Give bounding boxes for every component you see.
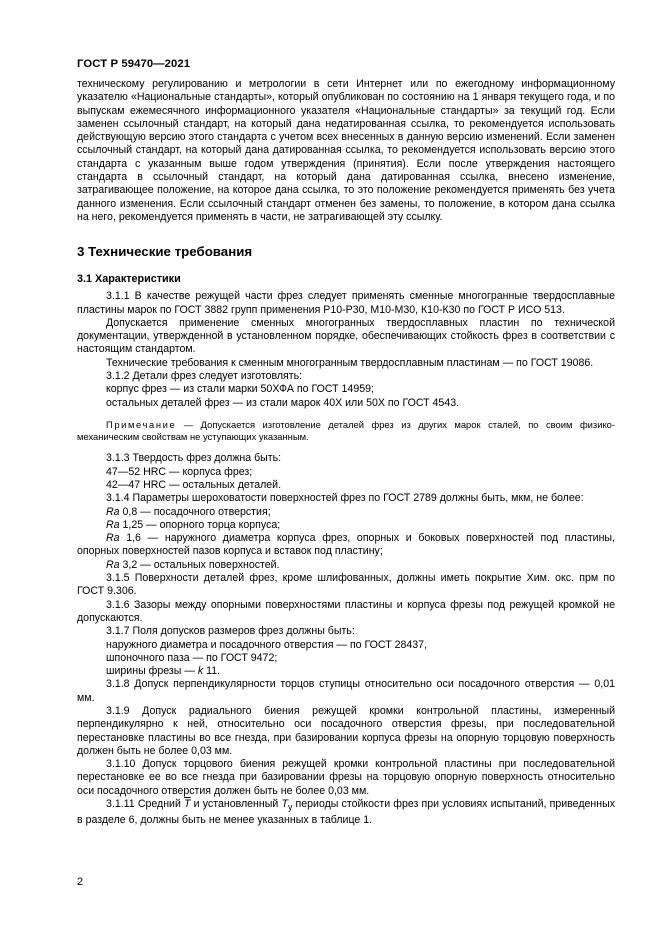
set-tool-life-subscript: у xyxy=(287,802,293,813)
page-number: 2 xyxy=(77,876,84,888)
para-3-1-2-a: корпус фрез — из стали марки 50ХФА по ГОСТ 14959; xyxy=(106,383,374,396)
para-3-1-4-a: Ra 0,8 — посадочного отверстия; xyxy=(106,505,271,518)
section-heading: 3 Технические требования xyxy=(77,244,253,260)
para-3-1-2: 3.1.2 Детали фрез следует изготовлять: xyxy=(106,370,303,383)
para-3-1-9: 3.1.9 Допуск радиального биения режущей кромки контрольной пластины, измеренный перпендикулярно к ней, относительно оси посадочного отверстия фрезы, при последовательной перестановке пластины во все гнезда, при базировании корпуса фрезы на опорную торцовую поверхность должен быть не более 0,03 мм. xyxy=(77,704,615,757)
document-code: ГОСТ Р 59470—2021 xyxy=(77,58,191,70)
para-3-1-11: 3.1.11 Средний $\overline{T}$ и установленный $T_у$ периоды стойкости фрез при условиях испытаний, приведенных в разделе 6, должны быть не менее указанных в таблице 1. xyxy=(77,798,616,827)
para-3-1-7-a: наружного диаметра и посадочного отверстия — по ГОСТ 28437, xyxy=(106,638,428,651)
para-3-1-2-b: остальных деталей фрез — из стали марок 40Х или 50Х по ГОСТ 4543. xyxy=(106,396,460,409)
page-content xyxy=(77,78,615,828)
ra-symbol: Ra xyxy=(106,518,120,531)
ra-symbol: Ra xyxy=(106,532,120,545)
para-3-1-4: 3.1.4 Параметры шероховатости поверхностей фрез по ГОСТ 2789 должны быть, мкм, не более: xyxy=(106,492,584,505)
ra-symbol: Ra xyxy=(106,558,120,571)
note-text: — Допускается изготовление деталей фрез из других марок сталей, по своим физико-механическим свойствам не уступающих указанным. xyxy=(77,418,615,443)
para-3-1-5: 3.1.5 Поверхности деталей фрез, кроме шлифованных, должны иметь покрытие Хим. окс. прм по ГОСТ 9.306. xyxy=(77,572,615,598)
ra-symbol: Ra xyxy=(106,505,120,518)
para-3-1-10: 3.1.10 Допуск торцового биения режущей кромки контрольной пластины при последовательной перестановке ее во все гнезда при базировании фрезы на торцовую опорную поверхность относительно оси посадочного отверстия должен быть не более 0,03 мм. xyxy=(77,758,615,797)
para-3-1-8: 3.1.8 Допуск перпендикулярности торцов ступицы относительно оси посадочного отверстия — 0,01 мм. xyxy=(77,678,615,704)
tolerance-k-symbol: k xyxy=(197,665,204,678)
note-label: Примечание xyxy=(106,418,177,430)
para-3-1-7-c: ширины фрезы — k 11. xyxy=(106,665,221,678)
para-3-1-7-b: шпоночного паза — по ГОСТ 9472; xyxy=(106,651,278,664)
para-3-1-4-d: Ra 3,2 — остальных поверхностей. xyxy=(106,558,280,571)
para-3-1-4-b: Ra 1,25 — опорного торца корпуса; xyxy=(106,518,281,531)
para-3-1-1-c: Технические требования к сменным многогранным твердосплавным пластинам — по ГОСТ 19086. xyxy=(106,356,594,369)
para-3-1-3: 3.1.3 Твердость фрез должна быть: xyxy=(106,452,282,465)
intro-paragraph: техническому регулированию и метрологии в сети Интернет или по ежегодному информационному указателю «Национальные стандарты», который опубликован по состоянию на 1 января текущего года, и по выпускам ежемесячного информационного указателя «Национальные стандарты» за текущий год. Если заменен ссылочный стандарт, на который дана недатированная ссылка, то рекомендуется использовать действующую версию этого стандарта с учетом всех внесенных в данную версию изменений. Если заменен ссылочный стандарт, на который дана датированная ссылка, то рекомендуется использовать версию этого стандарта с указанным выше годом утверждения (принятия). Если после утверждения настоящего стандарта в ссылочный стандарт, на который дана датированная ссылка, внесено изменение, затрагивающее положение, на которое дана ссылка, то это положение рекомендуется применять без учета данного изменения. Если ссылочный стандарт отменен без замены, то положение, в котором дана ссылка на него, рекомендуется применять в части, не затрагивающей эту ссылку. xyxy=(77,78,615,223)
set-tool-life-symbol: T xyxy=(281,798,288,811)
para-3-1-1-b: Допускается применение сменных многогранных твердосплавных пластин по технической документации, утвержденной в установленном порядке, обеспечивающих стойкость фрез в соответствии с настоящим стандартом. xyxy=(77,316,615,356)
subsection-heading: 3.1 Характеристики xyxy=(77,273,181,286)
note xyxy=(77,419,615,443)
para-3-1-4-c: Ra 1,6 — наружного диаметра корпуса фрез, опорных и боковых поверхностей под пластины, опорных поверхностей пазов корпуса и вставок под пластину; xyxy=(77,532,615,558)
para-3-1-3-b: 42—47 HRC — остальных деталей. xyxy=(106,478,282,491)
para-3-1-7: 3.1.7 Поля допусков размеров фрез должны быть: xyxy=(106,625,355,638)
para-3-1-1: 3.1.1 В качестве режущей части фрез следует применять сменные многогранные твердосплавные пластины марок по ГОСТ 3882 групп применения Р10-Р30, М10-М30, К10-К30 по ГОСТ Р ИСО 513. xyxy=(77,290,615,316)
para-3-1-6: 3.1.6 Зазоры между опорными поверхностями пластины и корпуса фрезы под режущей кромкой не допускаются. xyxy=(77,598,615,624)
para-3-1-3-a: 47—52 HRC — корпуса фрез; xyxy=(106,465,253,478)
mean-tool-life-symbol: $\overline{T}$ xyxy=(184,798,191,811)
